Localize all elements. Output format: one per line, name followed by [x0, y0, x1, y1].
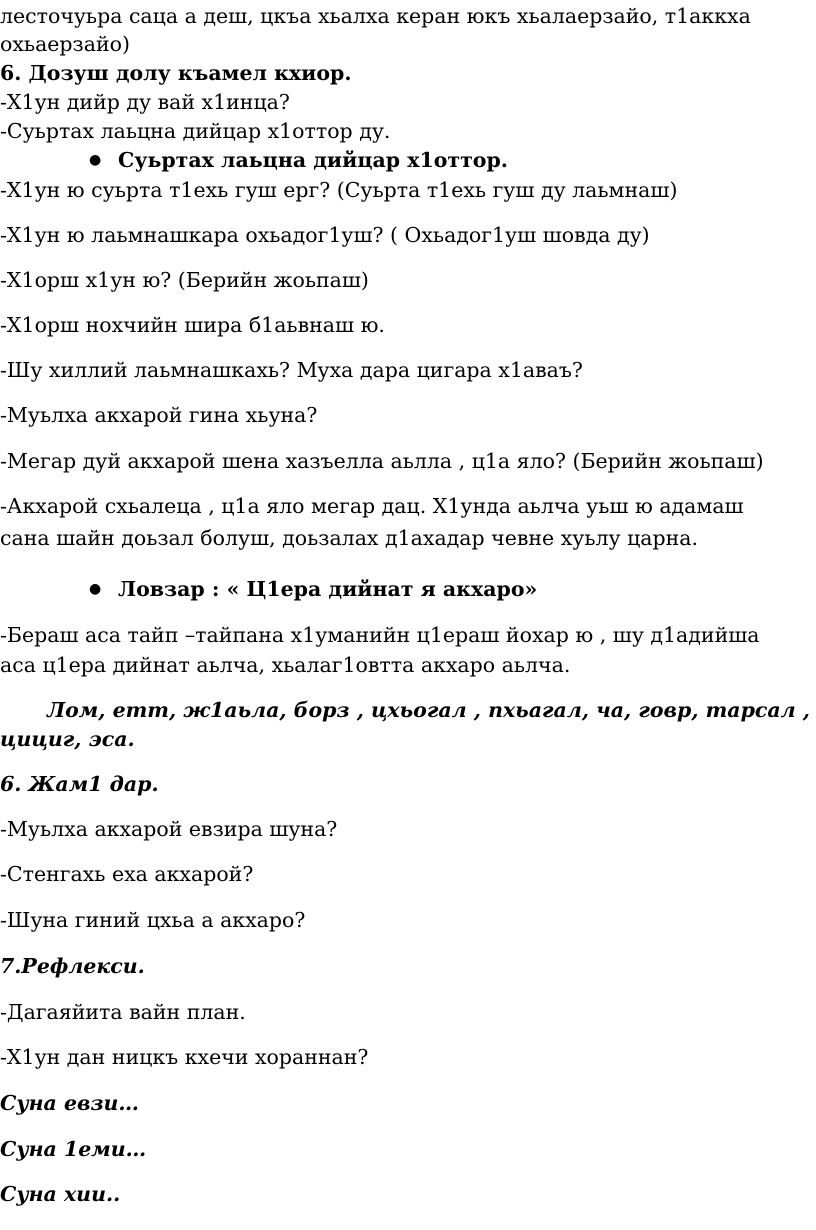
- text-line: -Стенгахь еха акхарой?: [0, 862, 254, 886]
- text-line: -Х1ун ю суьрта т1ехь гуш ерг? (Суьрта т1ехь гуш ду лаьмнаш): [0, 178, 678, 202]
- text-line: -Муьлха акхарой евзира шуна?: [0, 817, 338, 841]
- text-line: охьаерзайо): [0, 32, 130, 56]
- bullet-heading-game: Ловзар : « Ц1ера дийнат я акхаро»: [118, 577, 538, 601]
- text-line: -Х1ун дан ницкъ кхечи хораннан?: [0, 1045, 369, 1069]
- text-line: аса ц1ера дийнат аьлча, хьалаг1овтта акхаро аьлча.: [0, 653, 571, 677]
- text-line: -Шу хиллий лаьмнашкахь? Муха дара цигара х1аваъ?: [0, 358, 583, 382]
- text-line: -Мегар дуй акхарой шена хазъелла аьлла , ц1а яло? (Берийн жоьпаш): [0, 449, 764, 473]
- text-line: -Муьлха акхарой гина хьуна?: [0, 403, 318, 427]
- bullet-dot-icon: ●: [89, 152, 102, 168]
- text-line: -Суьртах лаьцна дийцар х1оттор ду.: [0, 119, 391, 143]
- text-line: -Шуна гиний цхьа а акхаро?: [0, 908, 306, 932]
- text-line: -Х1ун дийр ду вай х1инца?: [0, 90, 290, 114]
- reflection-prompt: Суна 1еми…: [0, 1137, 147, 1161]
- text-line: -Х1орш нохчийн шира б1аьвнаш ю.: [0, 313, 385, 337]
- section-heading-speech: 6. Дозуш долу къамел кхиор.: [0, 61, 352, 85]
- text-line: -Бераш аса тайп –тайпана х1уманийн ц1ераш йохар ю , шу д1адийша: [0, 623, 760, 647]
- text-line: лесточуьра саца а деш, цкъа хьалха керан юкъ хьалаерзайо, т1аккха: [0, 4, 751, 28]
- animal-list-line: Лом, етт, ж1аьла, борз , цхьогал , пхьагал, ча, говр, тарсал ,: [47, 698, 810, 722]
- text-line: -Х1ун ю лаьмнашкара охьадог1уш? ( Охьадог1уш шовда ду): [0, 223, 650, 247]
- text-line: -Х1орш х1ун ю? (Берийн жоьпаш): [0, 268, 369, 292]
- text-line: -Акхарой схьалеца , ц1а яло мегар дац. Х1унда аьлча уьш ю адамаш: [0, 494, 744, 518]
- bullet-dot-icon: ●: [89, 581, 102, 597]
- section-heading-summary: 6. Жам1 дар.: [0, 772, 159, 796]
- text-line: -Дагаяйита вайн план.: [0, 1000, 246, 1024]
- text-line: сана шайн доьзал болуш, доьзалах д1ахадар чевне хуьлу царна.: [0, 526, 699, 550]
- reflection-prompt: Суна евзи…: [0, 1091, 139, 1115]
- bullet-heading-story: Суьртах лаьцна дийцар х1оттор.: [118, 148, 508, 172]
- section-heading-reflection: 7.Рефлекси.: [0, 954, 145, 978]
- reflection-prompt: Суна хии..: [0, 1182, 121, 1206]
- animal-list-line: цициг, эса.: [0, 727, 135, 751]
